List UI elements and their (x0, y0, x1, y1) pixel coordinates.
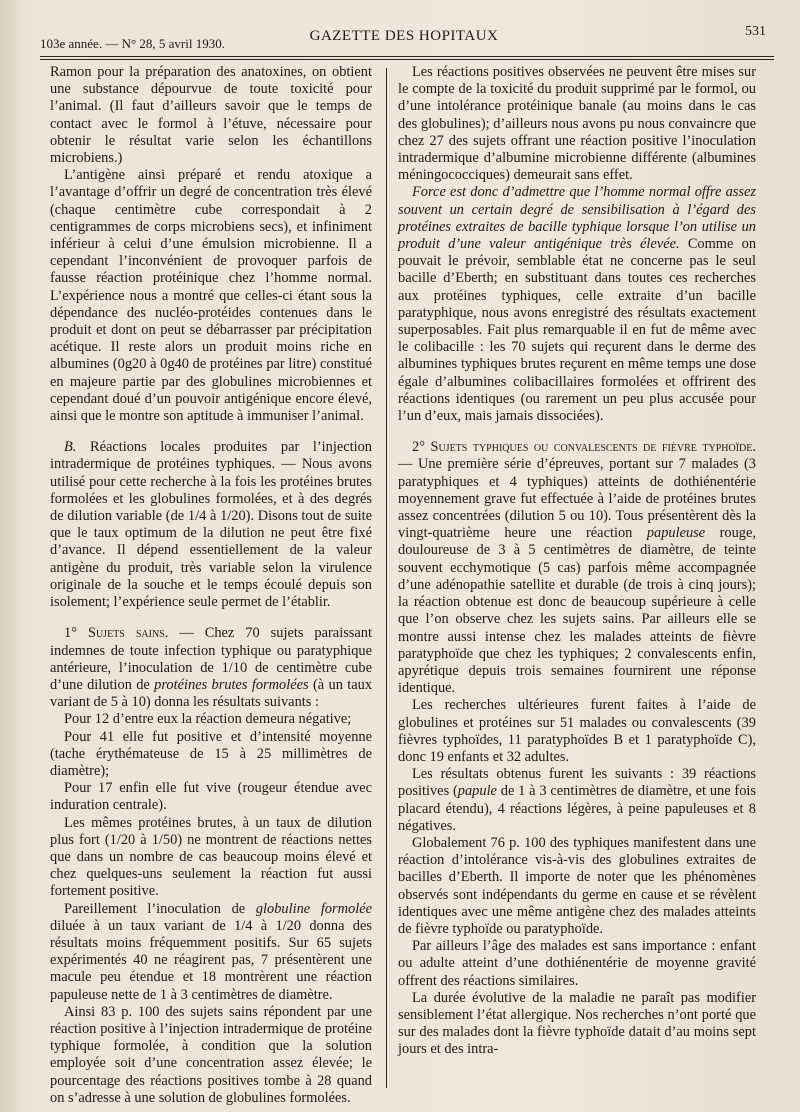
paragraph: Les recherches ultérieures furent faites à l’aide de globulines et protéines sur 51 malades ou convalescents (39 fièvres typhoïdes, 11 paratyphoïdes B et 1 paratyphoïde C), donc 19 enfants et 32 adultes. (398, 697, 756, 765)
page-header (28, 24, 780, 54)
paragraph: Pareillement l’inoculation de globuline formolée diluée à un taux variant de 1/4 à 1/20 donna des résultats moins fréquemment positifs. Sur 65 sujets expérimentés 40 ne réagirent pas, 7 présentèrent une macule peu étendue et 18 montrèrent une réaction papuleuse nette de 1 à 3 centimètres de diamètre. (50, 900, 372, 1003)
paragraph: Les réactions positives observées ne peuvent être mises sur le compte de la toxicité du produit supprimé par le formol, ou d’une intolérance protéinique banale (au moins dans le cas des globulines); d’ailleurs nous avons pu nous convaincre que chez 27 des sujets offrant une réaction positive l’inoculation intradermique d’albumine microbienne différente (albumines méningococciques) demeurait sans effet. (398, 64, 756, 184)
page-number: 531 (745, 24, 766, 39)
section-b (50, 439, 372, 611)
paragraph: Les mêmes protéines brutes, à un taux de dilution plus fort (1/20 à 1/50) ne montrent de réactions nettes que dans un nombre de cas beaucoup moins élevé et chez quelques-uns seulement la réaction fut aussi fortement positive. (50, 814, 372, 900)
subsection-number: 1° (64, 625, 77, 642)
section-heading: Réactions locales produites par l’injection intradermique de protéines typhiques. (50, 439, 372, 473)
result-line: Pour 12 d’entre eux la réaction demeura négative; (64, 711, 352, 728)
issue-info: 103e année. — N° 28, 5 avril 1930. (40, 36, 225, 51)
subsection-title: Sujets typhiques ou convalescents de fièvre typhoïde. (430, 439, 756, 456)
paragraph: L’antigène ainsi préparé et rendu atoxique a l’avantage d’offrir un degré de concentration très élevé (chaque centimètre cube correspondait à 2 centigrammes de corps microbiens secs), et infiniment inférieur à celui d’une émulsion microbienne. Il a cependant l’inconvénient de provoquer parfois de fausse réaction protéinique chez l’homme normal. L’expérience nous a montré que celles-ci étant sous la dépendance des nucléo-protéides contenues dans le produit et dont on peut se débarrasser par précipitation acétique. Il reste alors un produit moins riche en albumines (0g20 à 0g40 de protéines par litre) constitué en majeure partie par des globulines microbiennes et cependant doué d’un pouvoir antigénique encore élevé, ainsi que le montre son aptitude à immuniser l’animal. (50, 167, 372, 425)
column-divider (386, 68, 387, 1088)
result-line: Pour 17 enfin elle fut vive (rougeur étendue avec induration centrale). (50, 780, 372, 814)
emphasis: Force est donc d’admettre que l’homme normal offre assez souvent un certain degré de sensibilisation à l’égard des protéines extraites de bacille typhique lorsque l’on utilise un produit d’une valeur antigénique très élevée. (398, 184, 756, 253)
subsection-title: Sujets sains. (87, 625, 169, 642)
paragraph: Ramon pour la préparation des anatoxines, on obtient une substance dépourvue de toute toxicité pour l’animal. (Il faut d’ailleurs savoir que le temps de contact avec le formol à l’étuve, nécessaire pour obtenir le résultat varie selon les échantillons microbiens.) (50, 64, 372, 167)
header-rule-top (40, 56, 774, 57)
paragraph: Globalement 76 p. 100 des typhiques manifestent dans une réaction d’intolérance vis-à-vis des globulines extraites de bacilles d’Eberth. Il importe de noter que les phénomènes observés sont indépendants du germe en cause et se révèlent identiques avec une même antigène chez des malades atteints de fièvre typhoïde ou paratyphoïde. (398, 834, 756, 937)
section-letter: B. (64, 439, 77, 456)
header-rule-bottom (40, 59, 774, 60)
paragraph: Les résultats obtenus furent les suivants : 39 réactions positives (papule de 1 à 3 centimètres de diamètre, et une fois placard étendu), 4 réactions légères, à peine papuleuses et 8 négatives. (398, 766, 757, 834)
subsection-number: 2° (412, 439, 425, 456)
paragraph: Par ailleurs l’âge des malades est sans importance : enfant ou adulte atteint d’une dothiénentérie de moyenne gravité offrent des réactions similaires. (398, 938, 756, 989)
section-text: — Nous avons utilisé pour cette recherche à la fois les protéines brutes formolées et les globulines formolées, et à des degrés de dilution variable (de 1/4 à 1/20). Disons tout de suite que le taux optimum de la dilution ne peut être fixé d’avance. Il dépend essentiellement de la valeur antigène du produit, très variable selon la virulence originale de la souche et le temps écoulé depuis son isolement; l’expérience seule permet de l’établir. (50, 456, 372, 611)
paragraph: La durée évolutive de la maladie ne paraît pas modifier sensiblement l’état allergique. Nos recherches n’ont porté que sur des malades dont la fièvre typhoïde datait d’au moins sept jours et des intra- (398, 989, 756, 1058)
left-column (50, 64, 373, 1106)
right-column (398, 64, 756, 1094)
paragraph: Ainsi 83 p. 100 des sujets sains répondent par une réaction positive à l’injection intradermique de protéine typhique formolée, à condition que la solution employée soit d’une concentration assez élevée; le pourcentage des réactions positives tombe à 28 quand on s’adresse à une solution de globulines formolées. (50, 1003, 372, 1106)
result-line: Pour 41 elle fut positive et d’intensité moyenne (tache érythémateuse de 15 à 25 millimètres de diamètre); (50, 728, 372, 779)
subsection-healthy-subjects: 1° Sujets sains. — Chez 70 sujets paraissant indemnes de toute infection typhique ou paratyphique antérieure, l’inoculation de 1/10 de centimètre cube d’une dilution de protéines brutes formolées (à un taux variant de 5 à 10) donna les résultats suivants : (50, 625, 373, 711)
subsection-typhoid-subjects: 2° Sujets typhiques ou convalescents de fièvre typhoïde. — Une première série d’épreuves, portant sur 7 malades (3 paratyphiques et 4 typhiques) atteints de dothiénentérie moyennement grave fut effectuée à l’aide de protéines brutes assez concentrées (dilution 5 ou 10). Tous présentèrent dès la vingt-quatrième heure une réaction papuleuse rouge, douloureuse de 3 à 5 centimètres de diamètre, de teinte souvent ecchymotique (5 cas) parfois même accompagnée d’une adénopathie satellite et durable (de trois à cinq jours); la réaction obtenue est donc de beaucoup supérieure à celle que l’on observe chez les sujets sains. Par ailleurs elle se montre aussi intense chez les malades atteints de fièvre paratyphoïde que chez les typhiques; 2 convalescents enfin, apyrétique depuis trois semaines fournirent une réponse identique. (398, 439, 756, 697)
paragraph: Force est donc d’admettre que l’homme normal offre assez souvent un certain degré de sensibilisation à l’égard des protéines extraites de bacille typhique lorsque l’on utilise un produit d’une valeur antigénique très élevée. Comme on pouvait le prévoir, semblable état ne concerne pas le seul bacille d’Eberth; en substituant dans toutes ces recherches aux protéines typhiques, celle extraite d’un bacille paratyphique, nous avons enregistré des résultats exactement superposables. Fait plus remarquable il en fut de même avec le colibacille : les 70 sujets qui reçurent dans le derme des albumines typhiques brutes reçurent en même temps une dose égale d’albumines colibacillaires formolées et offrirent des réactions identiques (ou rarement un peu plus accusée pour l’un d’eux, mais jamais dissociées). (398, 184, 757, 425)
journal-title: GAZETTE DES HOPITAUX (309, 28, 499, 44)
